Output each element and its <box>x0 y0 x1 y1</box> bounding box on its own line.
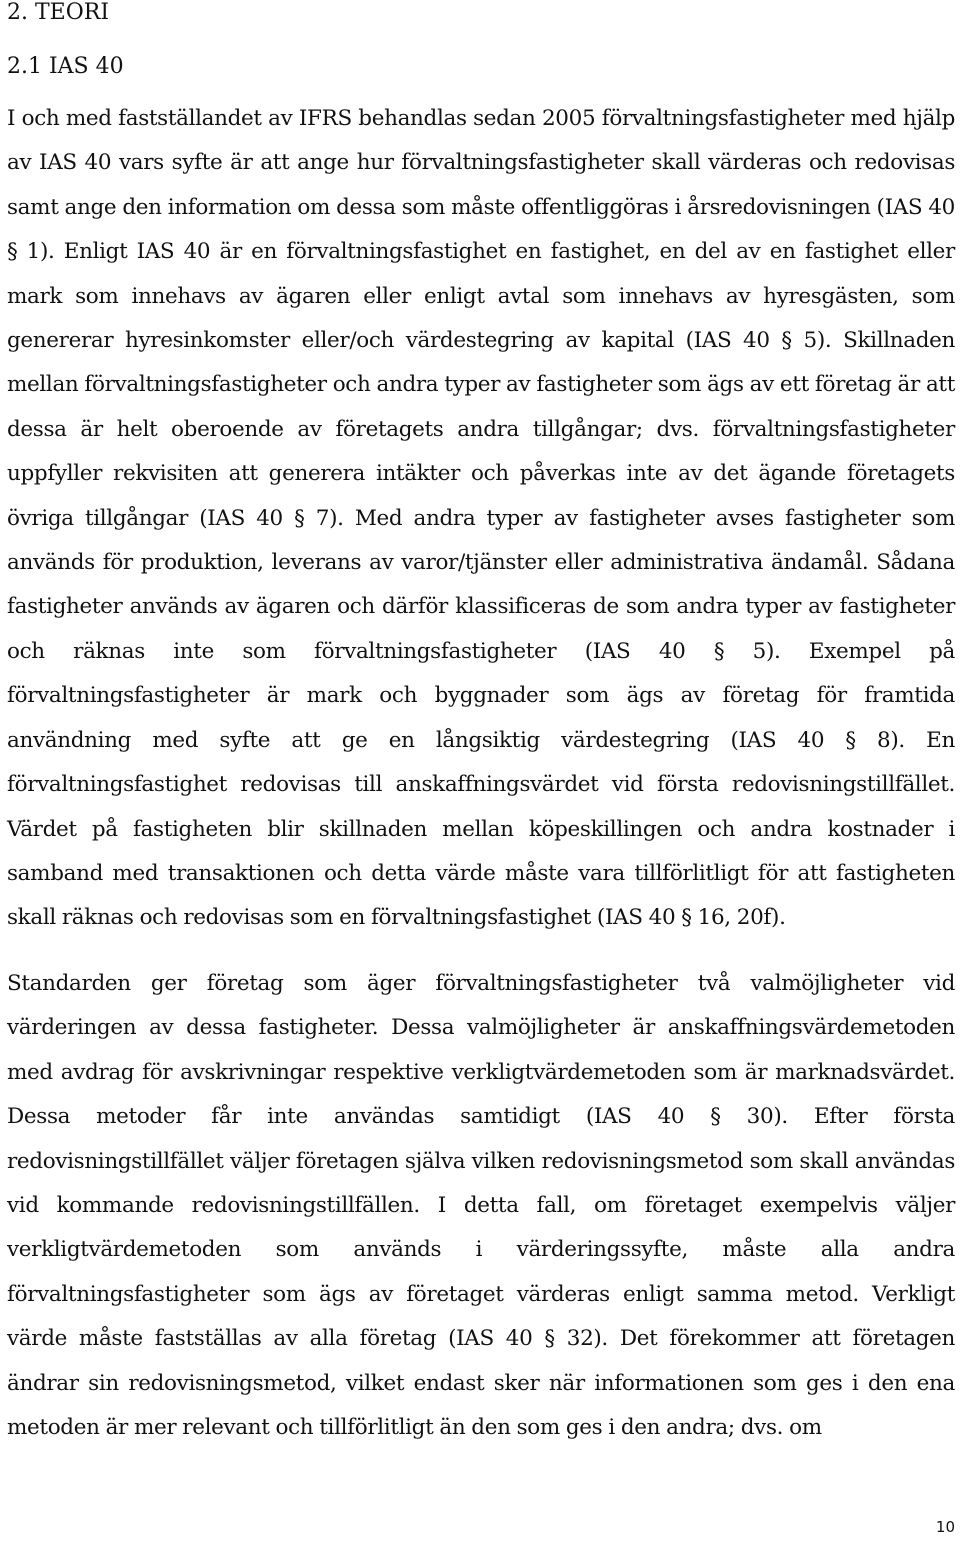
body-paragraph: I och med fastställandet av IFRS behandlas sedan 2005 förvaltningsfastigheter med hjälp av IAS 40 vars syfte är att ange hur förvaltningsfastigheter skall värderas och redovisas samt ange den information om dessa som måste offentliggöras i årsredovisningen (IAS 40 § 1). Enligt IAS 40 är en förvaltningsfastighet en fastighet, en del av en fastighet eller mark som innehavs av ägaren eller enligt avtal som innehavs av hyresgästen, som genererar hyresinkomster eller/och värdestegring av kapital (IAS 40 § 5). Skillnaden mellan förvaltningsfastigheter och andra typer av fastigheter som ägs av ett företag är att dessa är helt oberoende av företagets andra tillgångar; dvs. förvaltningsfastigheter uppfyller rekvisiten att generera intäkter och påverkas inte av det ägande företagets övriga tillgångar (IAS 40 § 7). Med andra typer av fastigheter avses fastigheter som används för produktion, leverans av varor/tjänster eller administrativa ändamål. Sådana fastigheter används av ägaren och därför klassificeras de som andra typer av fastigheter och räknas inte som förvaltningsfastigheter (IAS 40 § 5). Exempel på förvaltningsfastigheter är mark och byggnader som ägs av företag för framtida användning med syfte att ge en långsiktig värdestegring (IAS 40 § 8). En förvaltningsfastighet redovisas till anskaffningsvärdet vid första redovisningstillfället. Värdet på fastigheten blir skillnaden mellan köpeskillingen och andra kostnader i samband med transaktionen och detta värde måste vara tillförlitligt för att fastigheten skall räknas och redovisas som en förvaltningsfastighet (IAS 40 § 16, 20f). <box>7 106 955 931</box>
section-heading: 2. TEORI <box>7 0 110 25</box>
page-number: 10 <box>935 1518 955 1536</box>
body-paragraph: Standarden ger företag som äger förvaltningsfastigheter två valmöjligheter vid värderingen av dessa fastigheter. Dessa valmöjligheter är anskaffningsvärdemetoden med avdrag för avskrivningar respektive verkligtvärdemetoden som är marknadsvärdet. Dessa metoder får inte användas samtidigt (IAS 40 § 30). Efter första redovisningstillfället väljer företagen själva vilken redovisningsmetod som skall användas vid kommande redovisningstillfällen. I detta fall, om företaget exempelvis väljer verkligtvärdemetoden som används i värderingssyfte, måste alla andra förvaltningsfastigheter som ägs av företaget värderas enligt samma metod. Verkligt värde måste fastställas av alla företag (IAS 40 § 32). Det förekommer att företagen ändrar sin redovisningsmetod, vilket endast sker när informationen som ges i den ena metoden är mer relevant och tillförlitligt än den som ges i den andra; dvs. om <box>7 971 955 1441</box>
subsection-heading: 2.1 IAS 40 <box>7 54 124 79</box>
